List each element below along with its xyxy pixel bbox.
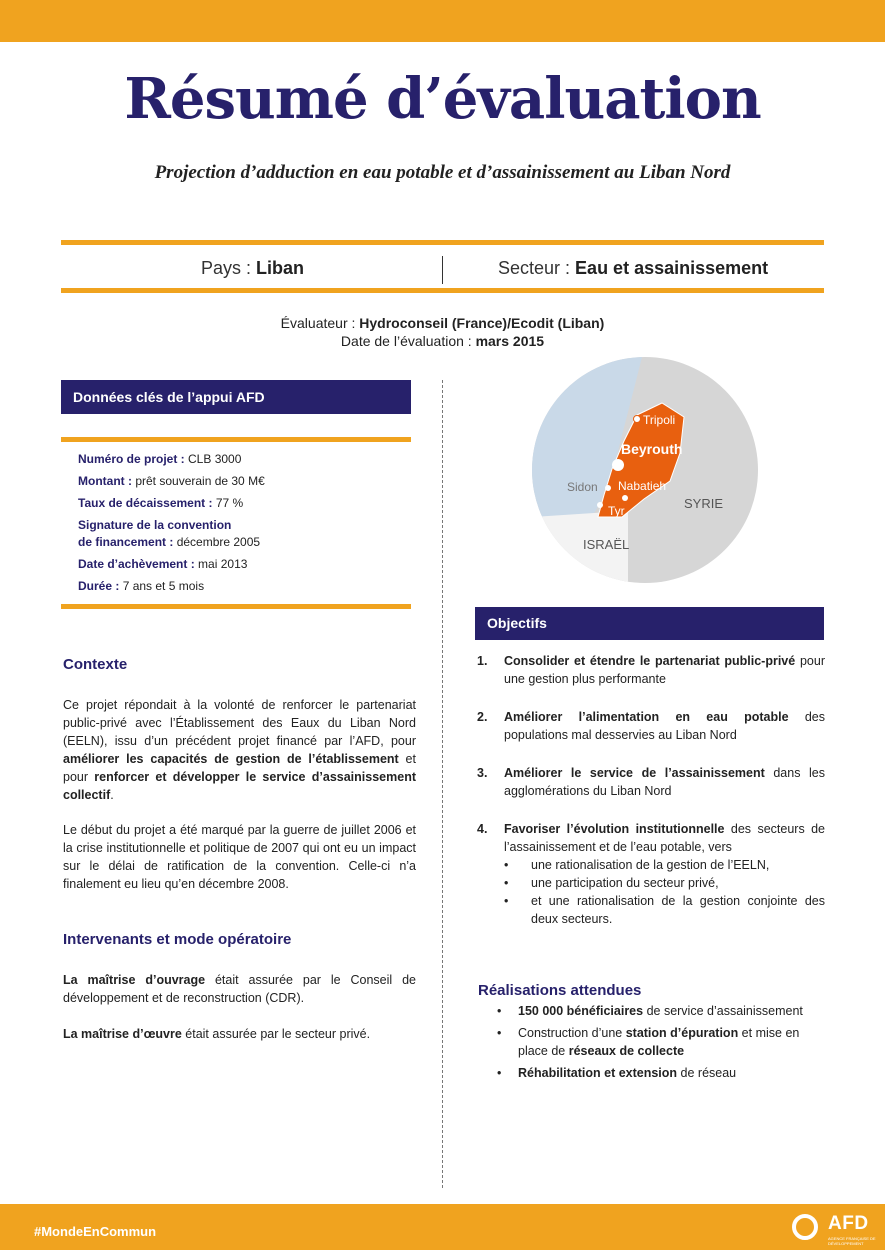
sector-value: Eau et assainissement <box>575 258 769 278</box>
meta-bottom-rule <box>61 288 824 293</box>
intervenants-paragraph-2 <box>63 1025 416 1043</box>
realisation-1-rest: de service d’assainissement <box>643 1004 803 1018</box>
montant-label: Montant : <box>78 474 136 488</box>
contexte-p1-d: renforcer et développer le service d’assainissement collectif <box>63 770 416 802</box>
country-label: Pays : <box>201 258 257 278</box>
realisation-item-3 <box>497 1064 827 1082</box>
tyr-dot <box>597 502 603 508</box>
intervenants-p1-rest: était assurée par le Conseil de développement et de reconstruction (CDR). <box>63 973 416 1005</box>
key-data-list <box>78 451 408 600</box>
objectif-num-4: 4. <box>477 822 488 836</box>
nabatieh-dot <box>622 495 628 501</box>
map-label-syrie: SYRIE <box>684 496 724 511</box>
objectif-item-2 <box>477 708 825 744</box>
lebanon-map <box>532 357 762 587</box>
contexte-p1-a: Ce projet répondait à la volonté de renforcer le partenariat public-privé avec l’Établissement des Eaux du Liban Nord (EELN), issu d’un précédent projet financé par l’AFD, pour <box>63 698 416 748</box>
intervenants-p2-rest: était assurée par le secteur privé. <box>181 1027 371 1041</box>
objectif-subitem-3: • et une rationalisation de la gestion conjointe des deux secteurs. <box>477 892 825 928</box>
taux-label: Taux de décaissement : <box>78 496 216 510</box>
realisation-2-b2: réseaux de collecte <box>568 1044 685 1058</box>
key-data-row-achevement <box>78 556 408 573</box>
objectifs-list <box>477 652 825 928</box>
realisation-1-bold: 150 000 bénéficiaires <box>518 1004 644 1018</box>
map-label-sidon: Sidon <box>567 480 598 494</box>
montant-value: prêt souverain de 30 M€ <box>135 474 265 488</box>
objectif-bold-1: Consolider et étendre le partenariat public-privé <box>504 654 796 668</box>
realisation-3-rest: de réseau <box>677 1066 737 1080</box>
achevement-label: Date d’achèvement : <box>78 557 199 571</box>
column-divider <box>442 380 443 1188</box>
objectif-bold-3: Améliorer le service de l’assainissement <box>504 766 765 780</box>
signature-label-2: de financement : <box>78 535 177 549</box>
contexte-paragraph-1 <box>63 696 416 804</box>
page-subtitle: Projection d’adduction en eau potable et d’assainissement au Liban Nord <box>154 162 731 183</box>
afd-logo-text: AFD <box>828 1213 869 1234</box>
realisation-2-a: Construction d’une <box>518 1026 626 1040</box>
duree-value: 7 ans et 5 mois <box>122 579 205 593</box>
numero-label: Numéro de projet : <box>78 452 189 466</box>
realisations-heading: Réalisations attendues <box>478 982 642 999</box>
key-data-row-duree <box>78 578 408 595</box>
objectif-item-1 <box>477 652 825 688</box>
objectif-item-4 <box>477 820 825 856</box>
map-label-nabatieh: Nabatieh <box>618 479 667 493</box>
objectif-bold-2: Améliorer l’alimentation en eau potable <box>504 710 789 724</box>
evaluator-value: Hydroconseil (France)/Ecodit (Liban) <box>359 315 605 331</box>
key-data-row-numero <box>78 451 408 468</box>
objectif-num-3: 3. <box>477 766 488 780</box>
realisation-item-1 <box>497 1002 827 1020</box>
map-label-beyrouth: Beyrouth <box>621 441 683 457</box>
evaluation-date-line <box>0 332 885 350</box>
objectif-rest-4: des secteurs de l’assainissement et de l’eau potable, vers <box>504 822 825 854</box>
objectif-subitem-2: • une participation du secteur privé, <box>477 874 825 892</box>
country-value: Liban <box>256 258 305 278</box>
objectif-rest-3: dans les agglomérations du Liban Nord <box>504 766 825 798</box>
evaluator-label: Évaluateur : <box>280 315 360 331</box>
country-field <box>201 258 304 279</box>
realisation-3-bold: Réhabilitation et extension <box>518 1066 678 1080</box>
page-title: Résumé d’évaluation <box>124 66 761 132</box>
contexte-paragraph-2: Le début du projet a été marqué par la guerre de juillet 2006 et la crise institutionnelle et politique de 2007 qui ont eu un impact sur le délai de ratification de la convention. Celle-ci n’a finalement eu lieu qu’en décembre 2008. <box>63 823 416 891</box>
contexte-p1-c: et pour <box>63 752 416 784</box>
intervenants-paragraph-1 <box>63 971 416 1007</box>
key-data-heading: Données clés de l’appui AFD <box>61 380 411 414</box>
key-data-row-montant <box>78 473 408 490</box>
evaluation-date-value: mars 2015 <box>475 333 545 349</box>
key-data-top-rule <box>61 437 411 442</box>
objectif-subitem-1: • une rationalisation de la gestion de l’EELN, <box>477 856 825 874</box>
afd-logo-subtext: AGENCE FRANÇAISE DE DÉVELOPPEMENT <box>828 1236 876 1246</box>
evaluation-info <box>0 314 885 350</box>
duree-label: Durée : <box>78 579 123 593</box>
key-data-row-signature <box>78 517 408 551</box>
intervenants-p1-b: La maîtrise d’ouvrage <box>63 973 206 987</box>
beyrouth-dot <box>612 459 624 471</box>
top-accent-bar <box>0 0 885 42</box>
objectif-bold-4: Favoriser l’évolution institutionnelle <box>504 822 725 836</box>
key-data-bottom-rule <box>61 604 411 609</box>
meta-top-rule <box>61 240 824 245</box>
signature-label-1: Signature de la convention <box>78 518 232 532</box>
footer-hashtag: #MondeEnCommun <box>34 1224 157 1239</box>
objectif-4-subitems <box>477 856 825 928</box>
sector-field <box>498 258 768 279</box>
map-label-tyr: Tyr <box>608 504 625 518</box>
afd-logo-icon <box>792 1214 818 1240</box>
objectif-item-3 <box>477 764 825 800</box>
realisation-2-b1: station d’épuration <box>625 1026 739 1040</box>
objectif-rest-2: des populations mal desservies au Liban Nord <box>504 710 825 742</box>
evaluation-date-label: Date de l’évaluation : <box>340 333 476 349</box>
realisation-item-2 <box>497 1024 827 1060</box>
map-label-israel: ISRAËL <box>583 537 630 552</box>
objectifs-heading: Objectifs <box>475 607 824 640</box>
intervenants-heading: Intervenants et mode opératoire <box>63 931 292 948</box>
realisations-list <box>497 1002 827 1086</box>
contexte-p1-e: . <box>110 788 114 802</box>
objectif-num-2: 2. <box>477 710 488 724</box>
achevement-value: mai 2013 <box>198 557 248 571</box>
map-label-tripoli: Tripoli <box>643 413 676 427</box>
objectif-rest-1: pour une gestion plus performante <box>504 654 825 686</box>
evaluator-line <box>0 314 885 332</box>
numero-value: CLB 3000 <box>188 452 242 466</box>
contexte-p1-b: améliorer les capacités de gestion de l’établissement <box>63 752 399 766</box>
intervenants-p2-b: La maîtrise d’œuvre <box>63 1027 182 1041</box>
sector-label: Secteur : <box>498 258 576 278</box>
sidon-dot <box>605 485 611 491</box>
meta-divider <box>442 256 443 284</box>
realisation-2-c: et mise en place de <box>518 1026 800 1058</box>
tripoli-dot <box>634 416 641 423</box>
contexte-heading: Contexte <box>63 656 128 673</box>
signature-value: décembre 2005 <box>176 535 261 549</box>
taux-value: 77 % <box>215 496 244 510</box>
objectif-num-1: 1. <box>477 654 488 668</box>
key-data-row-taux <box>78 495 408 512</box>
